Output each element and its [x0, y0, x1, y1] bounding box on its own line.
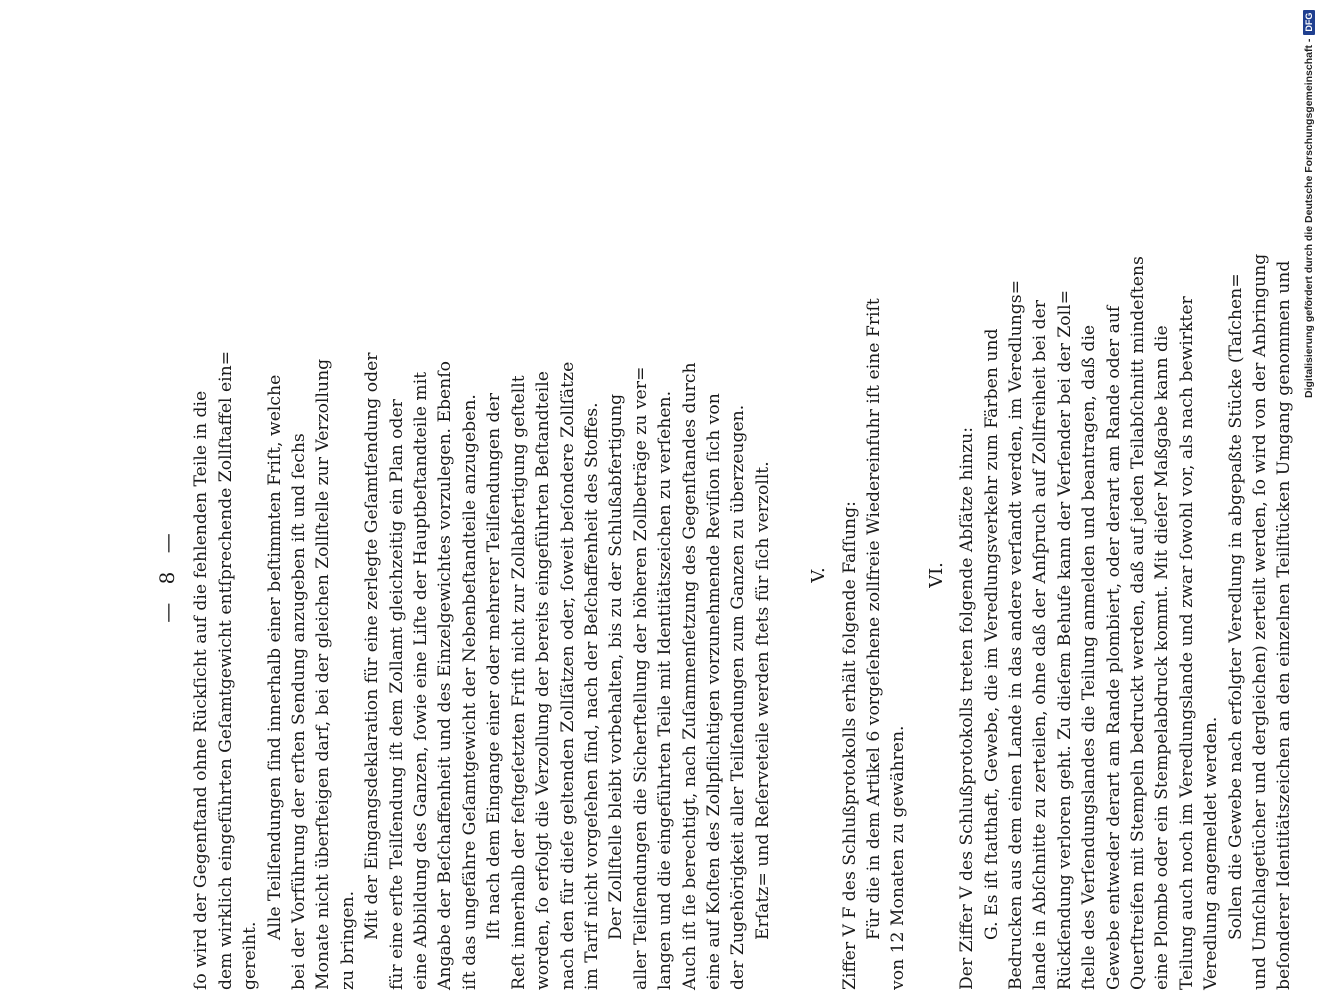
paragraph-4: [482, 160, 604, 990]
text-line: und Umſchlagetücher und dergleichen) zerteilt werden, ſo wird von der Anbringung: [1250, 253, 1271, 990]
text-line: beſonderer Identitätszeichen an den einzelnen Teilſtücken Umgang genommen und: [1274, 260, 1295, 990]
text-line: im Tarif nicht vorgeſehen ſind, nach der Beſchaffenheit des Stoffes.: [581, 402, 602, 990]
text-line: Teilung auch noch im Veredlungslande und zwar ſowohl vor, als nach bewirkter: [1176, 296, 1197, 990]
text-line: Der Ziffer V des Schlußprotokolls treten folgende Abſätze hinzu:: [957, 426, 978, 990]
paragraph-1: [189, 160, 262, 990]
spacer: [775, 160, 793, 990]
text-line: lande in Abſchnitte zu zerteilen, ohne daß der Anſpruch auf Zollfreiheit bei der: [1030, 299, 1051, 990]
text-line: Monate nicht überſteigen darf, bei der gleichen Zollſtelle zur Verzollung: [313, 358, 334, 990]
text-line: der Zugehörigkeit aller Teilſendungen zum Ganzen zu überzeugen.: [728, 404, 749, 990]
text-line: für eine erſte Teilſendung iſt dem Zollamt gleichzeitig ein Plan oder: [386, 399, 407, 990]
text-line: eine Abbildung des Ganzen, ſowie eine Liſte der Hauptbeſtandteile mit: [411, 371, 432, 990]
text-line: Querſtreifen mit Stempeln bedruckt werden, daß auf jeden Teilabſchnitt mindeſtens: [1128, 256, 1149, 990]
text-line: Bedrucken aus dem einen Lande in das andere verſandt werden, im Veredlungs=: [1006, 279, 1026, 990]
text-line: gereiht.: [240, 921, 261, 990]
section-vi-body: [955, 160, 1297, 990]
text-line: eine auf Koſten des Zollpflichtigen vorzunehmende Reviſion ſich von: [703, 393, 724, 990]
dfg-credit-text-wrap: [1298, 8, 1320, 398]
text-line: Reſt innerhalb der feſtgeſetzten Friſt nicht zur Zollabfertigung geſtellt: [508, 375, 529, 990]
text-line: Angabe der Beſchaffenheit und des Einzelgewichtes vorzulegen. Ebenſo: [435, 361, 456, 990]
text-line: G. Es iſt ſtatthaft, Gewebe, die im Veredlungsverkehr zum Färben und: [981, 328, 1002, 940]
text-line: Sollen die Gewebe nach erfolgter Veredlung in abgepaßte Stücke (Taſchen=: [1225, 273, 1246, 940]
section-heading-v: V.: [808, 567, 830, 583]
rotated-document-body: [155, 160, 1295, 990]
paragraph-2: [263, 160, 361, 990]
page-number: — 8 —: [155, 527, 179, 623]
paragraph-5: [604, 160, 750, 990]
text-line: Für die in dem Artikel 6 vorgeſehene zollfreie Wiedereinfuhr iſt eine Friſt: [863, 298, 884, 940]
text-line: ſo wird der Gegenſtand ohne Rückſicht auf die fehlenden Teile in die: [191, 390, 212, 990]
text-line: Auch iſt ſie berechtigt, nach Zuſammenſetzung des Gegenſtandes durch: [679, 362, 700, 990]
section-heading-vi: VI.: [925, 562, 947, 588]
text-line: von 12 Monaten zu gewähren.: [888, 725, 909, 990]
text-line: ſtelle des Verſendungslandes die Teilung anmelden und beantragen, daß die: [1079, 324, 1100, 990]
text-line: zu bringen.: [337, 890, 358, 990]
text-line: bei der Vorführung der erſten Sendung anzugeben iſt und ſechs: [289, 433, 310, 990]
text-line: Mit der Eingangsdeklaration für eine zerlegte Geſamtſendung oder: [362, 352, 383, 940]
text-line: Gewebe entweder derart am Rande plombiert, oder derart am Rande oder auf: [1103, 305, 1124, 990]
text-line: dem wirklich eingeführten Geſamtgewicht entſprechende Zollſtaffel ein=: [215, 350, 236, 990]
dfg-logo: DFG: [1303, 10, 1315, 35]
text-line: Alle Teilſendungen ſind innerhalb einer beſtimmten Friſt, welche: [264, 374, 285, 940]
text-line: aller Teilſendungen die Sicherſtellung der höheren Zollbeträge zu ver=: [630, 366, 651, 990]
text-line: Iſt nach dem Eingange einer oder mehrerer Teilſendungen der: [484, 393, 505, 940]
text-line: nach den für dieſe geltenden Zollſätzen oder, ſoweit beſondere Zollſätze: [557, 361, 578, 990]
section-v-body: [838, 160, 911, 990]
paragraph-3: [360, 160, 482, 990]
text-line: worden, ſo erfolgt die Verzollung der bereits eingeführten Beſtandteile: [533, 371, 554, 990]
text-line: eine Plombe oder ein Stempelabdruck kommt. Mit dieſer Maßgabe kann die: [1152, 325, 1173, 990]
dfg-credit-text: Digitalisierung gefördert durch die Deutsche Forschungsgemeinschaft -: [1303, 38, 1315, 398]
text-line: Rückſendung verloren geht. Zu dieſem Behufe kann der Verſender bei der Zoll=: [1054, 289, 1075, 990]
text-line: Erſatz= und Reſerveteile werden ſtets für ſich verzollt.: [752, 461, 773, 940]
text-line: Der Zollſtelle bleibt vorbehalten, bis zu der Schlußabfertigung: [606, 393, 627, 940]
text-line: Ziffer V F des Schlußprotokolls erhält folgende Faſſung:: [839, 501, 860, 990]
text-line: langen und die eingeführten Teile mit Identitätszeichen zu verſehen.: [655, 390, 676, 990]
paragraph-6: [751, 160, 775, 990]
dfg-credit: [1298, 8, 1320, 398]
text-line: Veredlung angemeldet werden.: [1201, 716, 1222, 990]
text-line: iſt das ungefähre Geſamtgewicht der Nebenbeſtandteile anzugeben.: [459, 394, 480, 990]
